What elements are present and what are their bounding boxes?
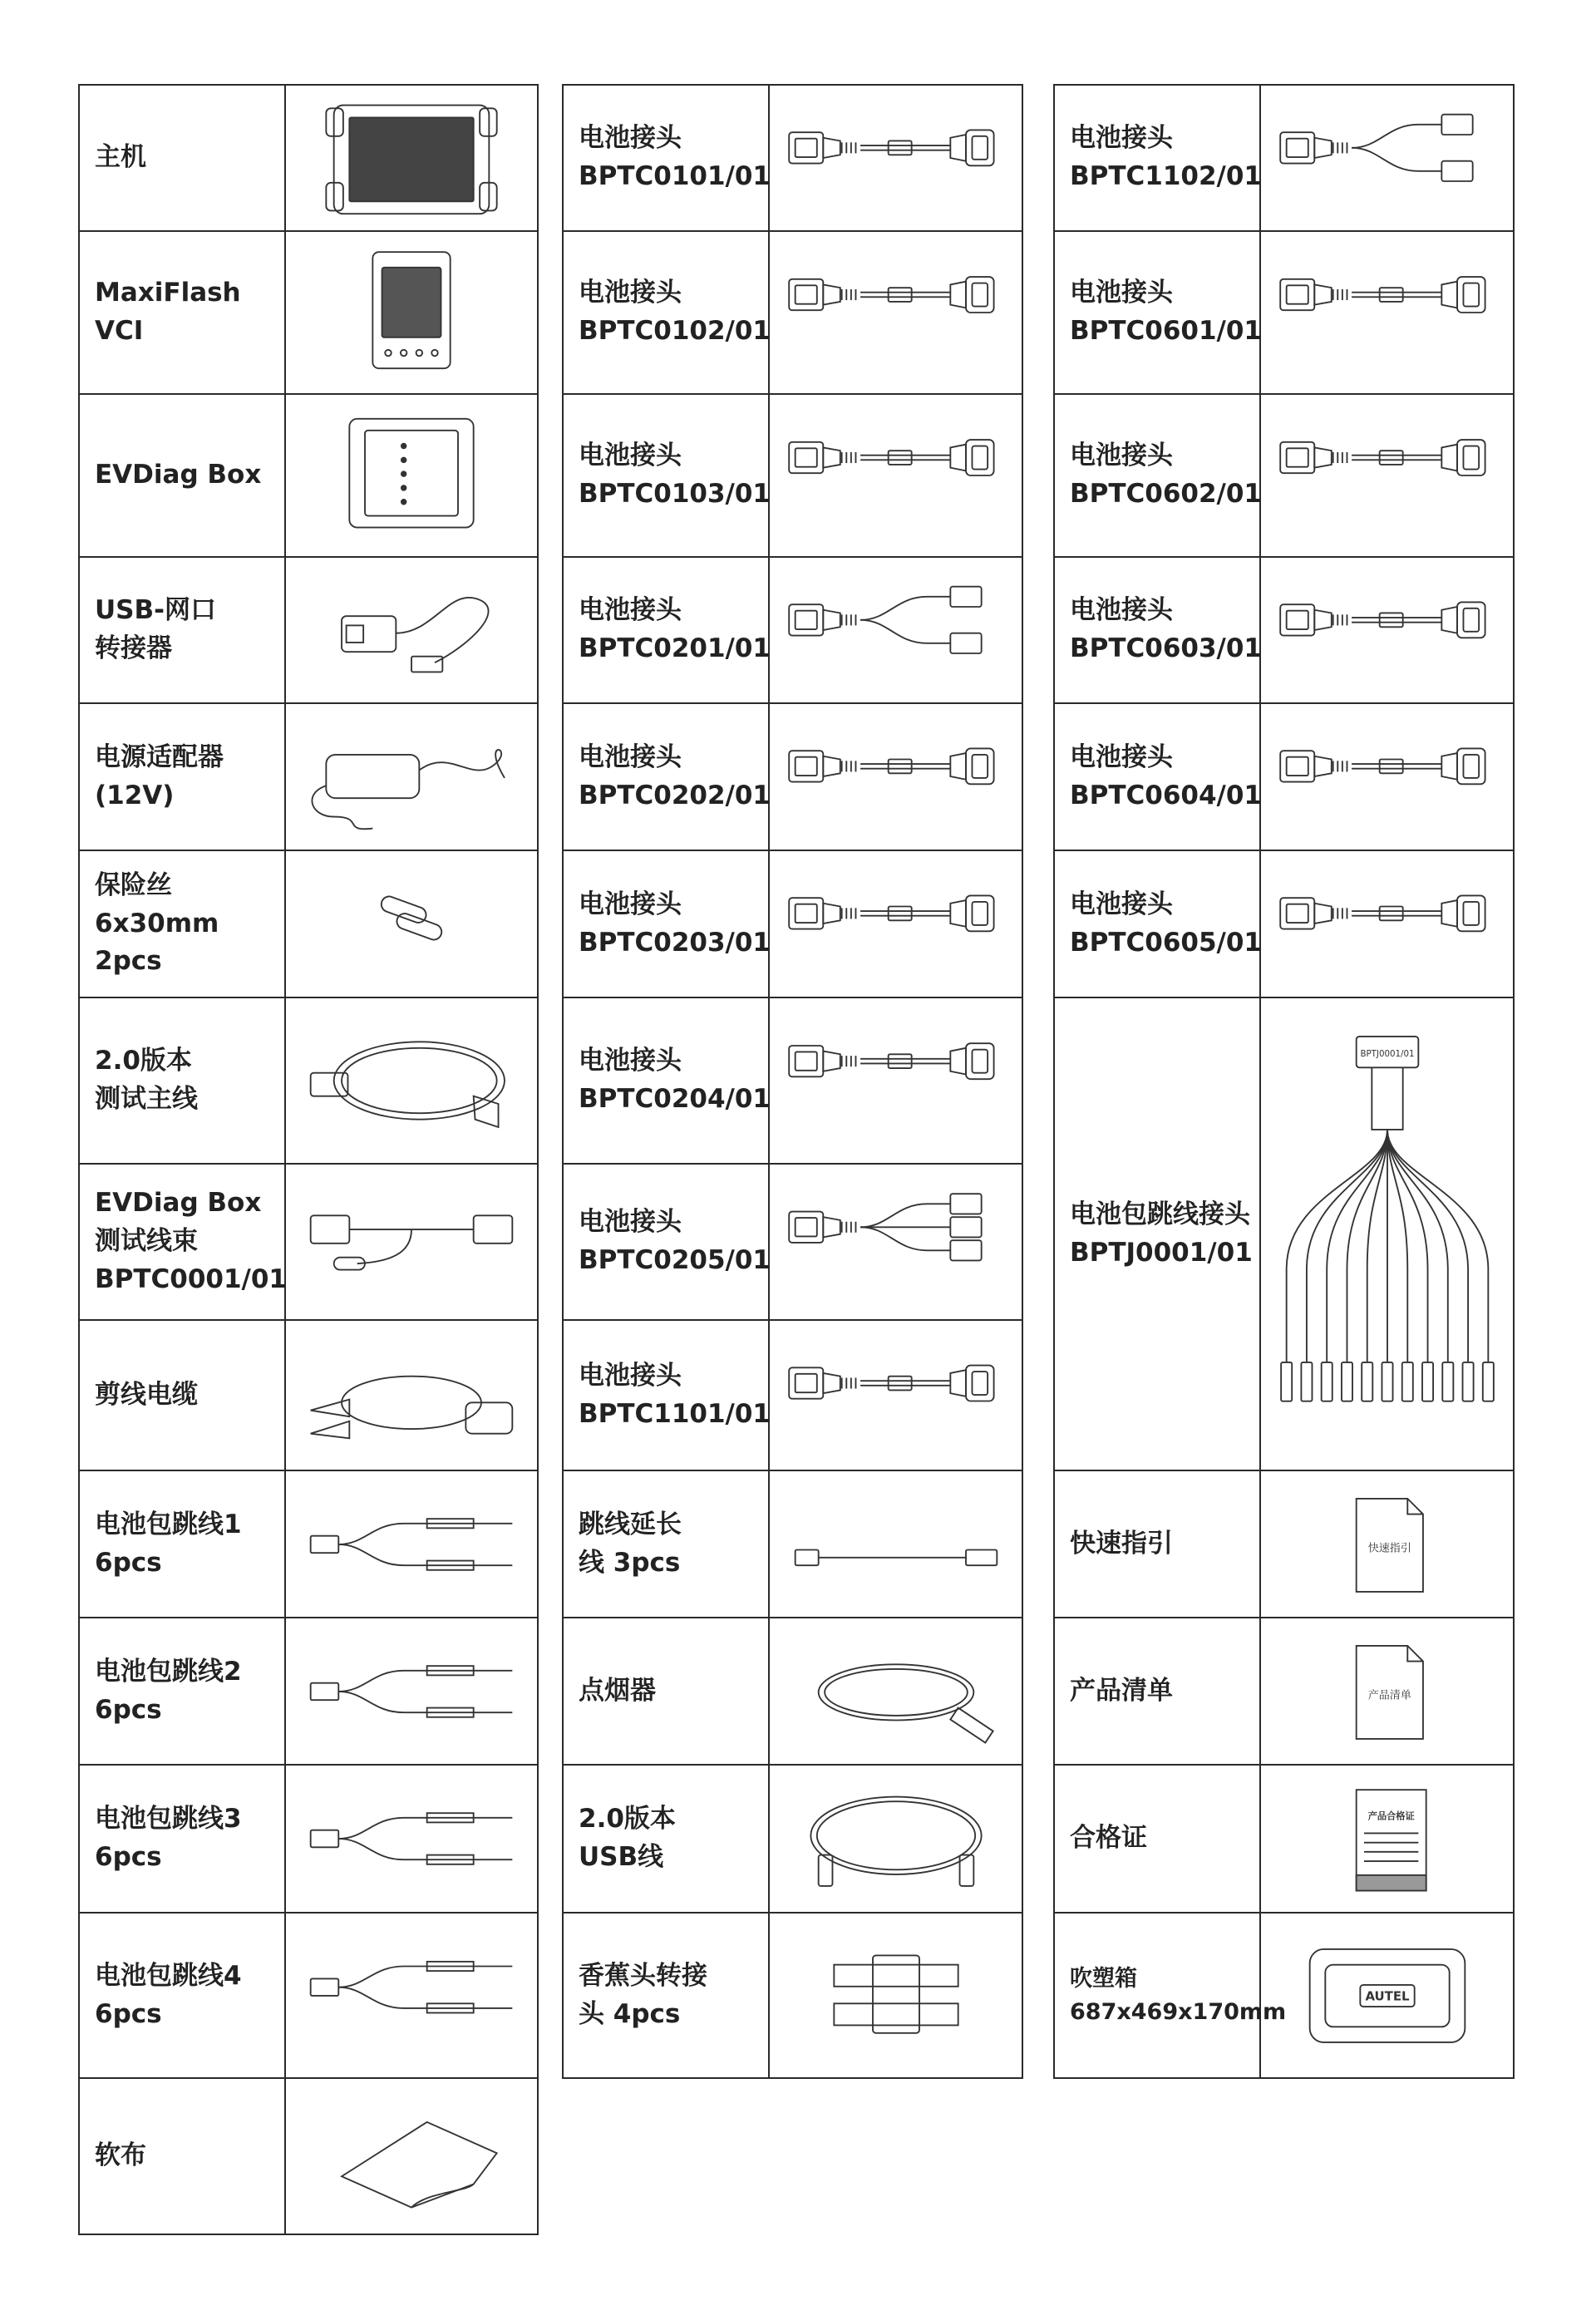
item-name-line: 电池接头 <box>579 741 682 772</box>
item-row <box>79 2078 538 2234</box>
item-name-line: BPTC0102/01 <box>579 316 771 346</box>
item-name-cell <box>79 1765 285 1913</box>
item-name-line: 电池包跳线4 <box>95 1960 242 1991</box>
item-name-line: 电池接头 <box>579 1046 682 1076</box>
item-name-line: 电池包跳线1 <box>95 1509 242 1539</box>
item-row <box>563 1470 1022 1618</box>
battery-connector-icon <box>1271 860 1504 988</box>
item-image-cell <box>769 997 1022 1164</box>
item-row <box>79 850 538 997</box>
item-name-line: 电池接头 <box>579 123 682 154</box>
item-row <box>1054 1470 1514 1618</box>
item-row <box>79 1913 538 2078</box>
packing-table-column-2 <box>562 84 1023 2079</box>
item-name-line: 电源适配器 <box>95 741 224 772</box>
item-image-cell <box>1260 850 1514 997</box>
jumper-wire-icon <box>295 1923 528 2068</box>
item-name-line: BPTC1102/01 <box>1070 161 1262 191</box>
item-name-line: 产品清单 <box>1070 1675 1173 1706</box>
item-row <box>563 85 1022 231</box>
fuse-icon <box>295 860 528 988</box>
item-name-line: 电池接头 <box>579 1360 682 1391</box>
item-image-cell <box>285 850 538 997</box>
battery-connector-split-icon <box>780 567 1012 693</box>
battery-connector-triple-icon <box>780 1174 1012 1310</box>
item-image-cell <box>769 1618 1022 1765</box>
battery-connector-icon <box>1271 404 1504 547</box>
item-name-line: BPTC0202/01 <box>579 780 771 810</box>
item-name-cell <box>563 850 769 997</box>
battery-connector-icon <box>1271 713 1504 840</box>
item-image-cell <box>285 2078 538 2234</box>
item-row <box>563 1320 1022 1470</box>
power-adapter-icon <box>295 713 528 840</box>
battery-connector-icon <box>780 1007 1012 1154</box>
item-name-cell <box>1054 1470 1260 1618</box>
item-image-cell <box>769 1164 1022 1320</box>
item-name-line: 转接器 <box>95 633 172 663</box>
item-image-cell <box>285 1618 538 1765</box>
item-image-cell <box>769 850 1022 997</box>
item-name-line: 电池接头 <box>579 889 682 919</box>
item-name-cell <box>563 1913 769 2078</box>
battery-connector-icon <box>1271 567 1504 693</box>
banana-plug-adapter-icon <box>780 1923 1012 2068</box>
item-row <box>1054 85 1514 231</box>
item-name-cell <box>79 1470 285 1618</box>
item-image-cell <box>285 1164 538 1320</box>
item-name-cell <box>563 1765 769 1913</box>
jumper-wire-icon <box>295 1775 528 1903</box>
item-image-cell <box>1260 85 1514 231</box>
item-row <box>79 1320 538 1470</box>
item-name-cell <box>79 1164 285 1320</box>
clamp-cable-icon <box>295 1330 528 1460</box>
item-image-cell <box>1260 394 1514 557</box>
item-name-line: 6pcs <box>95 1842 162 1872</box>
item-name-cell <box>1054 997 1260 1470</box>
item-name-line: BPTC1101/01 <box>579 1398 771 1429</box>
item-name-line: 6pcs <box>95 1998 162 2029</box>
battery-connector-icon <box>780 860 1012 988</box>
item-name-line: 2.0版本 <box>95 1046 192 1076</box>
item-name-line: BPTJ0001/01 <box>1070 1237 1253 1268</box>
item-row <box>1054 1913 1514 2078</box>
item-name-line: (12V) <box>95 780 175 810</box>
item-row <box>79 703 538 850</box>
item-name-line: 香蕉头转接 <box>579 1960 707 1991</box>
main-test-cable-icon <box>295 1007 528 1154</box>
item-name-line: 电池接头 <box>579 1207 682 1238</box>
item-image-cell <box>1260 1618 1514 1765</box>
item-row <box>1054 394 1514 557</box>
item-image-cell <box>769 231 1022 394</box>
item-name-line: BPTC0205/01 <box>579 1245 771 1275</box>
soft-cloth-icon <box>295 2088 528 2224</box>
item-image-cell <box>1260 557 1514 703</box>
item-name-cell <box>1054 703 1260 850</box>
item-image-cell <box>769 85 1022 231</box>
item-row <box>79 557 538 703</box>
carrying-case-icon <box>1271 1923 1504 2068</box>
item-name-line: 电池接头 <box>1070 889 1173 919</box>
item-row <box>79 231 538 394</box>
item-row <box>563 1913 1022 2078</box>
document-art-label: 快速指引 <box>1367 1542 1411 1555</box>
item-name-cell <box>1054 1765 1260 1913</box>
item-image-cell <box>285 394 538 557</box>
vci-device-icon <box>295 241 528 384</box>
item-row <box>563 231 1022 394</box>
item-name-cell <box>563 1470 769 1618</box>
quick-guide-doc-icon <box>1271 1480 1504 1608</box>
battery-connector-split-icon <box>1271 95 1504 221</box>
item-name-cell <box>1054 1618 1260 1765</box>
item-name-line: 电池接头 <box>1070 441 1173 471</box>
item-name-cell <box>1054 231 1260 394</box>
tablet-host-icon <box>295 95 528 221</box>
item-name-line: 687x469x170mm <box>1070 1998 1287 2025</box>
item-name-cell <box>79 394 285 557</box>
item-name-cell <box>563 997 769 1164</box>
item-image-cell <box>285 85 538 231</box>
item-name-line: 电池接头 <box>1070 123 1173 154</box>
usb-ethernet-adapter-icon <box>295 567 528 693</box>
item-name-line: 保险丝 <box>95 869 172 900</box>
item-image-cell <box>1260 1913 1514 2078</box>
item-name-line: BPTC0001/01 <box>95 1263 287 1294</box>
item-name-line: 电池接头 <box>579 441 682 471</box>
item-row <box>79 997 538 1164</box>
battery-connector-icon <box>780 241 1012 384</box>
item-name-line: 6pcs <box>95 1694 162 1725</box>
item-row <box>79 1164 538 1320</box>
cigarette-lighter-cable-icon <box>780 1628 1012 1755</box>
harness-part-label: BPTJ0001/01 <box>1359 1049 1415 1060</box>
item-name-cell <box>79 1618 285 1765</box>
item-name-line: BPTC0204/01 <box>579 1084 771 1114</box>
item-name-line: 6pcs <box>95 1547 162 1578</box>
evdiag-box-icon <box>295 404 528 547</box>
item-name-cell <box>79 2078 285 2234</box>
item-name-cell <box>79 231 285 394</box>
item-image-cell <box>285 1320 538 1470</box>
item-row <box>79 1618 538 1765</box>
item-name-cell <box>1054 557 1260 703</box>
item-row <box>79 85 538 231</box>
item-row <box>79 1470 538 1618</box>
battery-connector-icon <box>780 404 1012 547</box>
item-name-cell <box>79 1913 285 2078</box>
item-row <box>1054 557 1514 703</box>
item-name-cell <box>79 1320 285 1470</box>
packing-table-column-3 <box>1053 84 1515 2079</box>
item-name-line: 头 4pcs <box>579 1998 681 2029</box>
item-name-cell <box>563 1164 769 1320</box>
battery-connector-icon <box>780 95 1012 221</box>
item-name-line: 电池接头 <box>1070 741 1173 772</box>
item-image-cell <box>769 1320 1022 1470</box>
item-image-cell <box>769 1913 1022 2078</box>
item-name-cell <box>79 703 285 850</box>
packing-list-doc-icon <box>1271 1628 1504 1755</box>
item-name-line: BPTC0201/01 <box>579 633 771 663</box>
usb-cable-icon <box>780 1775 1012 1903</box>
item-name-line: 2.0版本 <box>579 1804 676 1835</box>
item-image-cell <box>1260 231 1514 394</box>
item-image-cell <box>285 1913 538 2078</box>
item-name-line: 6x30mm 2pcs <box>95 908 219 977</box>
item-row <box>563 703 1022 850</box>
battery-connector-icon <box>780 1330 1012 1460</box>
battery-connector-icon <box>780 713 1012 840</box>
item-name-line: EVDiag Box <box>95 1188 262 1219</box>
item-name-line: 快速指引 <box>1070 1528 1173 1559</box>
item-name-cell <box>1054 850 1260 997</box>
item-image-cell <box>1260 1765 1514 1913</box>
item-row <box>1054 850 1514 997</box>
item-name-cell <box>1054 85 1260 231</box>
item-row <box>563 557 1022 703</box>
item-name-cell <box>563 557 769 703</box>
item-image-cell <box>285 703 538 850</box>
item-name-cell <box>79 85 285 231</box>
packing-table-column-1 <box>78 84 539 2235</box>
item-name-line: BPTC0603/01 <box>1070 633 1262 663</box>
item-name-line: BPTC0601/01 <box>1070 316 1262 346</box>
item-row <box>1054 231 1514 394</box>
battery-pack-jumper-harness-icon <box>1271 1007 1504 1460</box>
item-image-cell <box>285 557 538 703</box>
item-image-cell <box>1260 703 1514 850</box>
item-image-cell <box>769 1765 1022 1913</box>
item-name-cell <box>79 850 285 997</box>
item-name-line: USB线 <box>579 1842 664 1872</box>
item-name-line: MaxiFlash VCI <box>95 278 241 346</box>
document-art-label: 产品清单 <box>1367 1689 1411 1702</box>
item-image-cell <box>285 997 538 1164</box>
item-image-cell <box>285 1470 538 1618</box>
item-name-line: BPTC0602/01 <box>1070 479 1262 509</box>
jumper-wire-icon <box>295 1480 528 1608</box>
item-name-line: 电池包跳线2 <box>95 1656 242 1687</box>
item-name-line: BPTC0101/01 <box>579 161 771 191</box>
item-name-cell <box>563 85 769 231</box>
item-name-line: 剪线电缆 <box>95 1379 198 1410</box>
item-row <box>1054 997 1514 1470</box>
item-name-line: 吹塑箱 <box>1070 1965 1137 1992</box>
item-name-line: 测试主线 <box>95 1084 198 1114</box>
item-row <box>79 394 538 557</box>
item-name-cell <box>1054 394 1260 557</box>
item-name-line: 电池包跳线3 <box>95 1804 242 1835</box>
item-name-cell <box>1054 1913 1287 2078</box>
item-name-line: 电池接头 <box>579 278 682 308</box>
item-name-cell <box>563 231 769 394</box>
item-name-line: 合格证 <box>1070 1823 1147 1854</box>
item-name-line: 跳线延长 <box>579 1509 682 1539</box>
item-image-cell <box>769 1470 1022 1618</box>
item-name-cell <box>79 557 285 703</box>
item-name-cell <box>79 997 285 1164</box>
item-name-line: BPTC0605/01 <box>1070 927 1262 958</box>
item-name-line: 电池接头 <box>1070 595 1173 626</box>
item-name-cell <box>563 703 769 850</box>
item-image-cell <box>769 394 1022 557</box>
item-name-cell <box>563 394 769 557</box>
item-name-line: BPTC0203/01 <box>579 927 771 958</box>
item-image-cell <box>285 1765 538 1913</box>
item-name-line: 主机 <box>95 142 146 173</box>
item-row <box>563 1164 1022 1320</box>
item-row <box>79 1765 538 1913</box>
item-image-cell <box>769 557 1022 703</box>
item-name-line: 软布 <box>95 2140 146 2171</box>
item-name-cell <box>563 1320 769 1470</box>
item-row <box>563 997 1022 1164</box>
evdiag-harness-icon <box>295 1174 528 1310</box>
item-name-line: BPTC0103/01 <box>579 479 771 509</box>
item-row <box>1054 703 1514 850</box>
certificate-doc-icon <box>1271 1775 1504 1903</box>
jumper-wire-icon <box>295 1628 528 1755</box>
item-image-cell <box>1260 997 1514 1470</box>
item-image-cell <box>285 231 538 394</box>
case-logo-label: AUTEL <box>1364 1988 1410 2004</box>
item-name-line: BPTC0604/01 <box>1070 780 1262 810</box>
item-row <box>563 1765 1022 1913</box>
item-name-line: USB-网口 <box>95 595 216 626</box>
battery-connector-icon <box>1271 241 1504 384</box>
item-row <box>563 394 1022 557</box>
item-image-cell <box>1260 1470 1514 1618</box>
item-name-line: 电池包跳线接头 <box>1070 1199 1250 1229</box>
extension-wire-icon <box>780 1480 1012 1608</box>
item-name-cell <box>563 1618 769 1765</box>
item-row <box>1054 1618 1514 1765</box>
item-row <box>563 850 1022 997</box>
item-name-line: EVDiag Box <box>95 460 262 490</box>
item-name-line: 测试线束 <box>95 1226 198 1257</box>
item-name-line: 电池接头 <box>579 595 682 626</box>
item-row <box>563 1618 1022 1765</box>
certificate-art-label: 产品合格证 <box>1367 1810 1415 1822</box>
item-name-line: 线 3pcs <box>579 1547 681 1578</box>
item-name-line: 电池接头 <box>1070 278 1173 308</box>
item-name-line: 点烟器 <box>579 1675 656 1706</box>
item-row <box>1054 1765 1514 1913</box>
item-image-cell <box>769 703 1022 850</box>
